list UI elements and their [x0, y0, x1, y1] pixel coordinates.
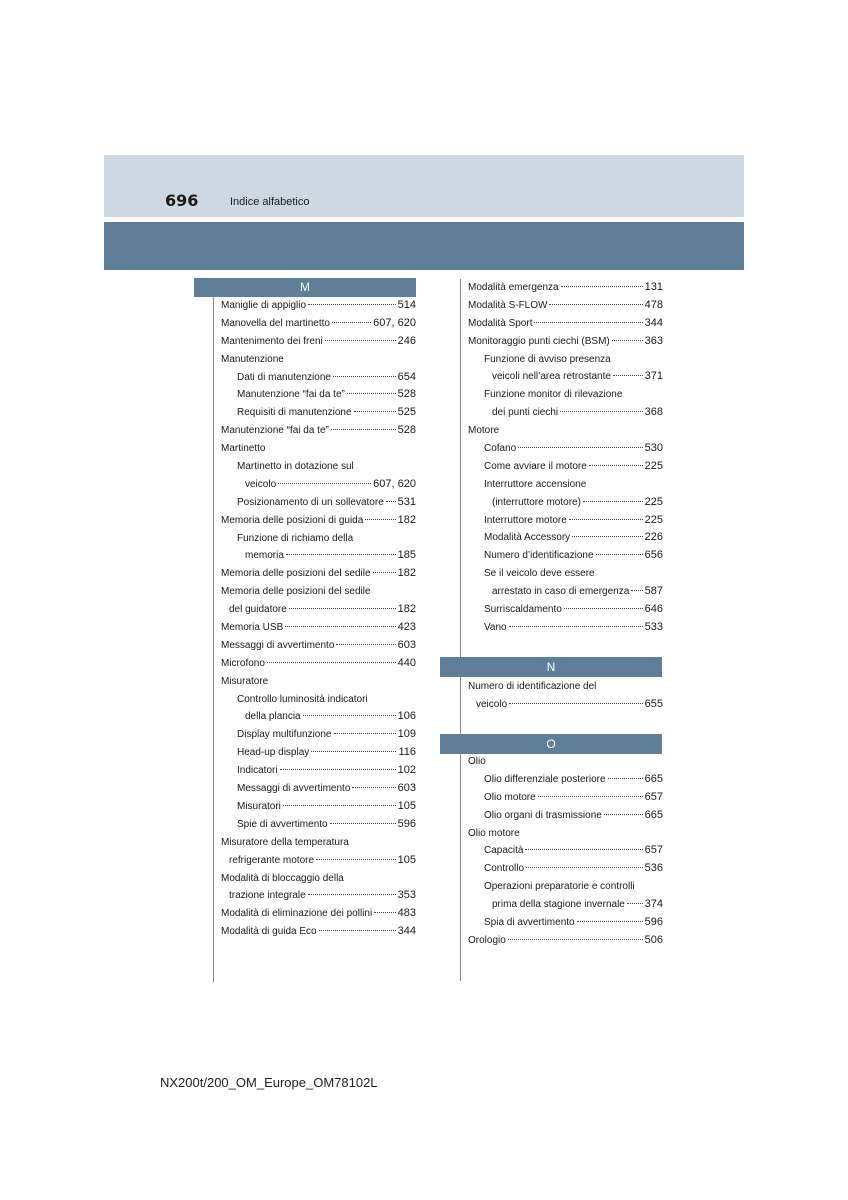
index-entry-text: Messaggi di avvertimento — [221, 639, 335, 651]
index-entry-text: Olio differenziale posteriore — [484, 773, 606, 785]
index-entry-text: Operazioni preparatorie e controlli — [484, 881, 635, 893]
index-entry-text: Interruttore accensione — [484, 478, 587, 490]
index-entry — [468, 601, 663, 619]
index-entry-text: Funzione di avviso presenza — [484, 353, 611, 365]
leader-dots — [267, 662, 396, 663]
index-entry-page: 105 — [397, 853, 416, 866]
index-entry-text: Display multifunzione — [237, 729, 332, 741]
index-entry — [468, 512, 663, 530]
index-entry-page: 371 — [644, 370, 663, 383]
index-entry — [468, 696, 663, 714]
index-entry — [221, 780, 416, 798]
index-entry — [221, 816, 416, 834]
index-entry-page: 596 — [644, 916, 663, 929]
index-entry-page: 646 — [644, 603, 663, 616]
index-entry-page: 225 — [644, 459, 663, 472]
index-entry-page: 655 — [644, 697, 663, 710]
index-entry-text: Manutenzione “fai da te” — [221, 425, 329, 437]
index-entry-page: 225 — [644, 495, 663, 508]
index-entry — [221, 673, 416, 691]
index-entry — [468, 565, 663, 583]
leader-dots — [560, 411, 642, 412]
index-entry-page: 657 — [644, 790, 663, 803]
section-letter-n: N — [440, 657, 662, 677]
index-entry-text: prima della stagione invernale — [492, 899, 625, 911]
leader-dots — [526, 867, 643, 868]
left-column-rule — [213, 297, 214, 982]
index-entry — [468, 458, 663, 476]
leader-dots — [308, 894, 396, 895]
index-entry-text: Indicatori — [237, 765, 278, 777]
index-entry-page: 665 — [644, 772, 663, 785]
index-entry — [221, 762, 416, 780]
leader-dots — [347, 393, 396, 394]
index-entry-text: Orologio — [468, 934, 506, 946]
index-entry-text: Misuratore — [221, 675, 269, 687]
leader-dots — [604, 814, 643, 815]
index-entry-text: Modalità di guida Eco — [221, 926, 317, 938]
index-entry-text: Motore — [468, 425, 500, 437]
index-entry — [221, 905, 416, 923]
leader-dots — [613, 375, 643, 376]
index-entry — [221, 530, 416, 548]
index-entry-text: Requisiti di manutenzione — [237, 407, 352, 419]
index-entry — [221, 476, 416, 494]
index-entry-text: Martinetto in dotazione sul — [237, 461, 354, 473]
index-entry-text: Memoria delle posizioni di guida — [221, 514, 364, 526]
index-entry — [221, 798, 416, 816]
index-entry-text: Monitoraggio punti ciechi (BSM) — [468, 335, 610, 347]
index-entry-page: 603 — [397, 782, 416, 795]
leader-dots — [508, 939, 643, 940]
leader-dots — [561, 286, 643, 287]
leader-dots — [331, 429, 396, 430]
index-entry — [221, 297, 416, 315]
index-entry-text: (interruttore motore) — [492, 496, 581, 508]
index-entry — [468, 333, 663, 351]
index-entry-text: Dati di manutenzione — [237, 371, 331, 383]
index-entry — [468, 842, 663, 860]
leader-dots — [278, 483, 371, 484]
leader-dots — [330, 823, 396, 824]
index-entry — [468, 440, 663, 458]
index-entry-text: Modalità Accessory — [484, 532, 571, 544]
index-entry-text: Surriscaldamento — [484, 604, 562, 616]
leader-dots — [374, 912, 395, 913]
index-entry — [468, 476, 663, 494]
leader-dots — [285, 626, 395, 627]
index-entry-page: 246 — [397, 334, 416, 347]
index-entry-page: 182 — [397, 567, 416, 580]
index-entry-text: Cofano — [484, 443, 517, 455]
page-number: 696 — [165, 191, 199, 210]
index-entry-page: 478 — [644, 298, 663, 311]
index-entry-page: 607, 620 — [373, 316, 416, 329]
index-entry-text: Memoria delle posizioni del sedile — [221, 586, 371, 598]
leader-dots — [303, 715, 396, 716]
index-group-o — [468, 753, 663, 950]
index-entry — [468, 896, 663, 914]
leader-dots — [509, 626, 643, 627]
index-entry-page: 657 — [644, 844, 663, 857]
index-entry-text: veicolo — [245, 478, 277, 490]
leader-dots — [365, 519, 395, 520]
leader-dots — [325, 340, 396, 341]
index-entry-page: 363 — [644, 334, 663, 347]
index-entry-page: 131 — [644, 281, 663, 293]
index-entry-text: Head-up display — [237, 747, 310, 759]
index-entry-text: veicoli nell’area retrostante — [492, 371, 611, 383]
section-letter-m: M — [194, 278, 416, 297]
leader-dots — [525, 849, 642, 850]
index-entry — [468, 404, 663, 422]
index-entry-text: Modalità di bloccaggio della — [221, 872, 344, 884]
index-entry-page: 116 — [398, 746, 416, 759]
index-entry — [468, 529, 663, 547]
index-entry — [221, 315, 416, 333]
index-entry-text: Modalità di eliminazione dei pollini — [221, 908, 373, 920]
index-entry — [221, 565, 416, 583]
index-entry — [468, 878, 663, 896]
index-entry-text: Messaggi di avvertimento — [237, 783, 351, 795]
index-entry — [221, 619, 416, 637]
index-entry — [468, 789, 663, 807]
index-entry-page: 531 — [397, 495, 416, 508]
index-entry-page: 374 — [644, 898, 663, 911]
index-entry-text: Modalità Sport — [468, 317, 533, 329]
index-entry — [221, 386, 416, 404]
index-entry-text: Se il veicolo deve essere — [484, 568, 595, 580]
right-column-rule — [460, 279, 461, 981]
index-entry-page: 185 — [397, 549, 416, 562]
leader-dots — [311, 751, 396, 752]
leader-dots — [289, 608, 396, 609]
leader-dots — [286, 554, 396, 555]
leader-dots — [283, 805, 396, 806]
leader-dots — [583, 501, 643, 502]
index-entry-page: 530 — [644, 442, 663, 455]
index-entry-text: Olio — [468, 756, 486, 767]
index-entry — [221, 494, 416, 512]
index-entry-text: Olio motore — [468, 827, 520, 839]
index-group-m — [468, 279, 663, 637]
index-group-n — [468, 678, 663, 714]
index-entry — [468, 932, 663, 950]
index-entry — [468, 315, 663, 333]
header-color-band — [104, 222, 744, 270]
leader-dots — [534, 322, 642, 323]
index-entry — [468, 825, 663, 843]
index-entry-page: 656 — [644, 549, 663, 562]
index-entry-text: Numero di identificazione del — [468, 681, 597, 692]
leader-dots — [631, 590, 642, 591]
index-entry-text: Memoria delle posizioni del sedile — [221, 568, 371, 580]
index-entry-page: 587 — [644, 585, 663, 598]
index-entry-page: 225 — [644, 513, 663, 526]
index-entry-page: 533 — [644, 620, 663, 633]
index-entry — [221, 369, 416, 387]
header-top-band — [104, 155, 744, 217]
index-entry — [468, 807, 663, 825]
index-entry-page: 368 — [644, 406, 663, 419]
index-entry-page: 226 — [644, 531, 663, 544]
index-entry-text: dei punti ciechi — [492, 407, 559, 419]
index-entry — [221, 744, 416, 762]
index-entry-text: refrigerante motore — [229, 854, 315, 866]
leader-dots — [572, 536, 642, 537]
index-entry — [468, 386, 663, 404]
index-entry — [468, 422, 663, 440]
index-entry-text: Modalità emergenza — [468, 282, 559, 293]
index-entry — [221, 887, 416, 905]
index-entry-page: 105 — [397, 799, 416, 812]
index-entry — [468, 678, 663, 696]
index-column-right — [468, 279, 663, 637]
index-entry-page: 102 — [397, 764, 416, 777]
index-entry-page: 528 — [397, 424, 416, 437]
index-entry-page: 603 — [397, 638, 416, 651]
leader-dots — [352, 787, 395, 788]
index-entry-page: 344 — [397, 925, 416, 938]
index-entry — [221, 834, 416, 852]
leader-dots — [549, 304, 642, 305]
leader-dots — [386, 501, 396, 502]
index-entry-page: 106 — [397, 710, 416, 723]
index-entry-page: 344 — [644, 316, 663, 329]
index-entry-text: Mantenimento dei freni — [221, 335, 323, 347]
index-entry-text: Manutenzione — [221, 353, 284, 365]
index-entry — [221, 852, 416, 870]
index-entry — [468, 860, 663, 878]
index-entry-page: 596 — [397, 817, 416, 830]
index-entry — [468, 547, 663, 565]
leader-dots — [569, 519, 643, 520]
index-entry — [468, 297, 663, 315]
leader-dots — [596, 554, 643, 555]
index-entry-page: 182 — [397, 603, 416, 616]
index-entry-text: Modalità S-FLOW — [468, 299, 548, 311]
index-entry-text: Misuratore della temperatura — [221, 836, 349, 848]
index-entry — [221, 422, 416, 440]
index-entry — [221, 708, 416, 726]
index-entry-text: Maniglie di appiglio — [221, 300, 307, 311]
index-entry-text: memoria — [245, 550, 284, 562]
index-entry — [468, 914, 663, 932]
index-entry-page: 182 — [397, 513, 416, 526]
index-entry — [221, 691, 416, 709]
index-entry-text: Vano — [484, 621, 507, 633]
index-entry-page: 483 — [397, 907, 416, 920]
index-entry-text: Controllo — [484, 863, 525, 875]
index-entry-page: 423 — [397, 621, 416, 634]
index-entry-text: trazione integrale — [229, 890, 306, 902]
index-entry-text: Funzione monitor di rilevazione — [484, 389, 623, 401]
index-entry-text: Capacità — [484, 845, 524, 857]
index-entry-text: Microfono — [221, 657, 265, 669]
index-entry — [468, 279, 663, 297]
index-entry — [468, 351, 663, 369]
index-entry-text: Spia di avvertimento — [484, 917, 575, 929]
index-entry-page: 525 — [397, 406, 416, 419]
index-entry-page: 506 — [644, 933, 663, 946]
leader-dots — [336, 644, 395, 645]
index-entry-text: Martinetto — [221, 443, 266, 455]
index-entry — [468, 753, 663, 771]
index-entry-text: Misuratori — [237, 800, 281, 812]
document-code: NX200t/200_OM_Europe_OM78102L — [160, 1075, 378, 1090]
section-letter-o: O — [440, 734, 662, 754]
index-entry — [221, 440, 416, 458]
leader-dots — [538, 796, 643, 797]
index-entry-text: Interruttore motore — [484, 514, 567, 526]
index-entry-text: Posizionamento di un sollevatore — [237, 496, 384, 508]
index-entry-page: 514 — [397, 299, 416, 311]
index-entry — [221, 351, 416, 369]
index-entry-page: 109 — [397, 728, 416, 741]
index-entry-text: della plancia — [245, 711, 301, 723]
leader-dots — [612, 340, 643, 341]
index-entry — [221, 870, 416, 888]
leader-dots — [577, 921, 643, 922]
index-entry — [468, 771, 663, 789]
leader-dots — [308, 304, 396, 305]
index-entry-text: Olio motore — [484, 791, 536, 803]
leader-dots — [280, 769, 396, 770]
leader-dots — [518, 447, 642, 448]
index-entry — [221, 458, 416, 476]
index-entry — [221, 547, 416, 565]
leader-dots — [608, 778, 643, 779]
index-entry — [468, 619, 663, 637]
index-entry — [221, 726, 416, 744]
leader-dots — [373, 572, 396, 573]
leader-dots — [564, 608, 643, 609]
index-entry-text: Manutenzione “fai da te” — [237, 389, 345, 401]
leader-dots — [627, 903, 643, 904]
index-entry-page: 440 — [397, 656, 416, 669]
index-entry — [468, 494, 663, 512]
index-entry — [221, 923, 416, 941]
index-entry — [468, 368, 663, 386]
index-entry — [221, 655, 416, 673]
index-entry — [221, 637, 416, 655]
index-entry — [221, 583, 416, 601]
index-entry-text: Manovella del martinetto — [221, 317, 330, 329]
index-entry-page: 607, 620 — [373, 477, 416, 490]
index-entry-text: Come avviare il motore — [484, 460, 587, 472]
index-entry-text: Controllo luminosità indicatori — [237, 693, 368, 705]
index-entry-page: 654 — [397, 370, 416, 383]
index-entry-text: Funzione di richiamo della — [237, 532, 354, 544]
section-title: Indice alfabetico — [230, 196, 310, 208]
index-entry — [221, 512, 416, 530]
index-entry-text: veicolo — [476, 698, 508, 710]
index-entry-text: del guidatore — [229, 604, 287, 616]
leader-dots — [334, 733, 396, 734]
index-entry-page: 665 — [644, 808, 663, 821]
index-entry-page: 528 — [397, 388, 416, 401]
index-column-left — [221, 297, 416, 941]
index-entry — [468, 583, 663, 601]
leader-dots — [509, 703, 643, 704]
index-entry-text: Olio organi di trasmissione — [484, 809, 602, 821]
leader-dots — [333, 376, 396, 377]
leader-dots — [589, 465, 643, 466]
index-entry-text: Numero d’identificazione — [484, 550, 594, 562]
index-entry-text: Spie di avvertimento — [237, 818, 328, 830]
index-entry — [221, 333, 416, 351]
index-entry-page: 536 — [644, 862, 663, 875]
leader-dots — [354, 411, 396, 412]
leader-dots — [332, 322, 371, 323]
index-entry-text: arrestato in caso di emergenza — [492, 586, 630, 598]
index-entry — [221, 601, 416, 619]
leader-dots — [319, 930, 396, 931]
index-entry-text: Memoria USB — [221, 622, 284, 634]
index-entry — [221, 404, 416, 422]
index-entry-page: 353 — [397, 889, 416, 902]
leader-dots — [316, 859, 396, 860]
